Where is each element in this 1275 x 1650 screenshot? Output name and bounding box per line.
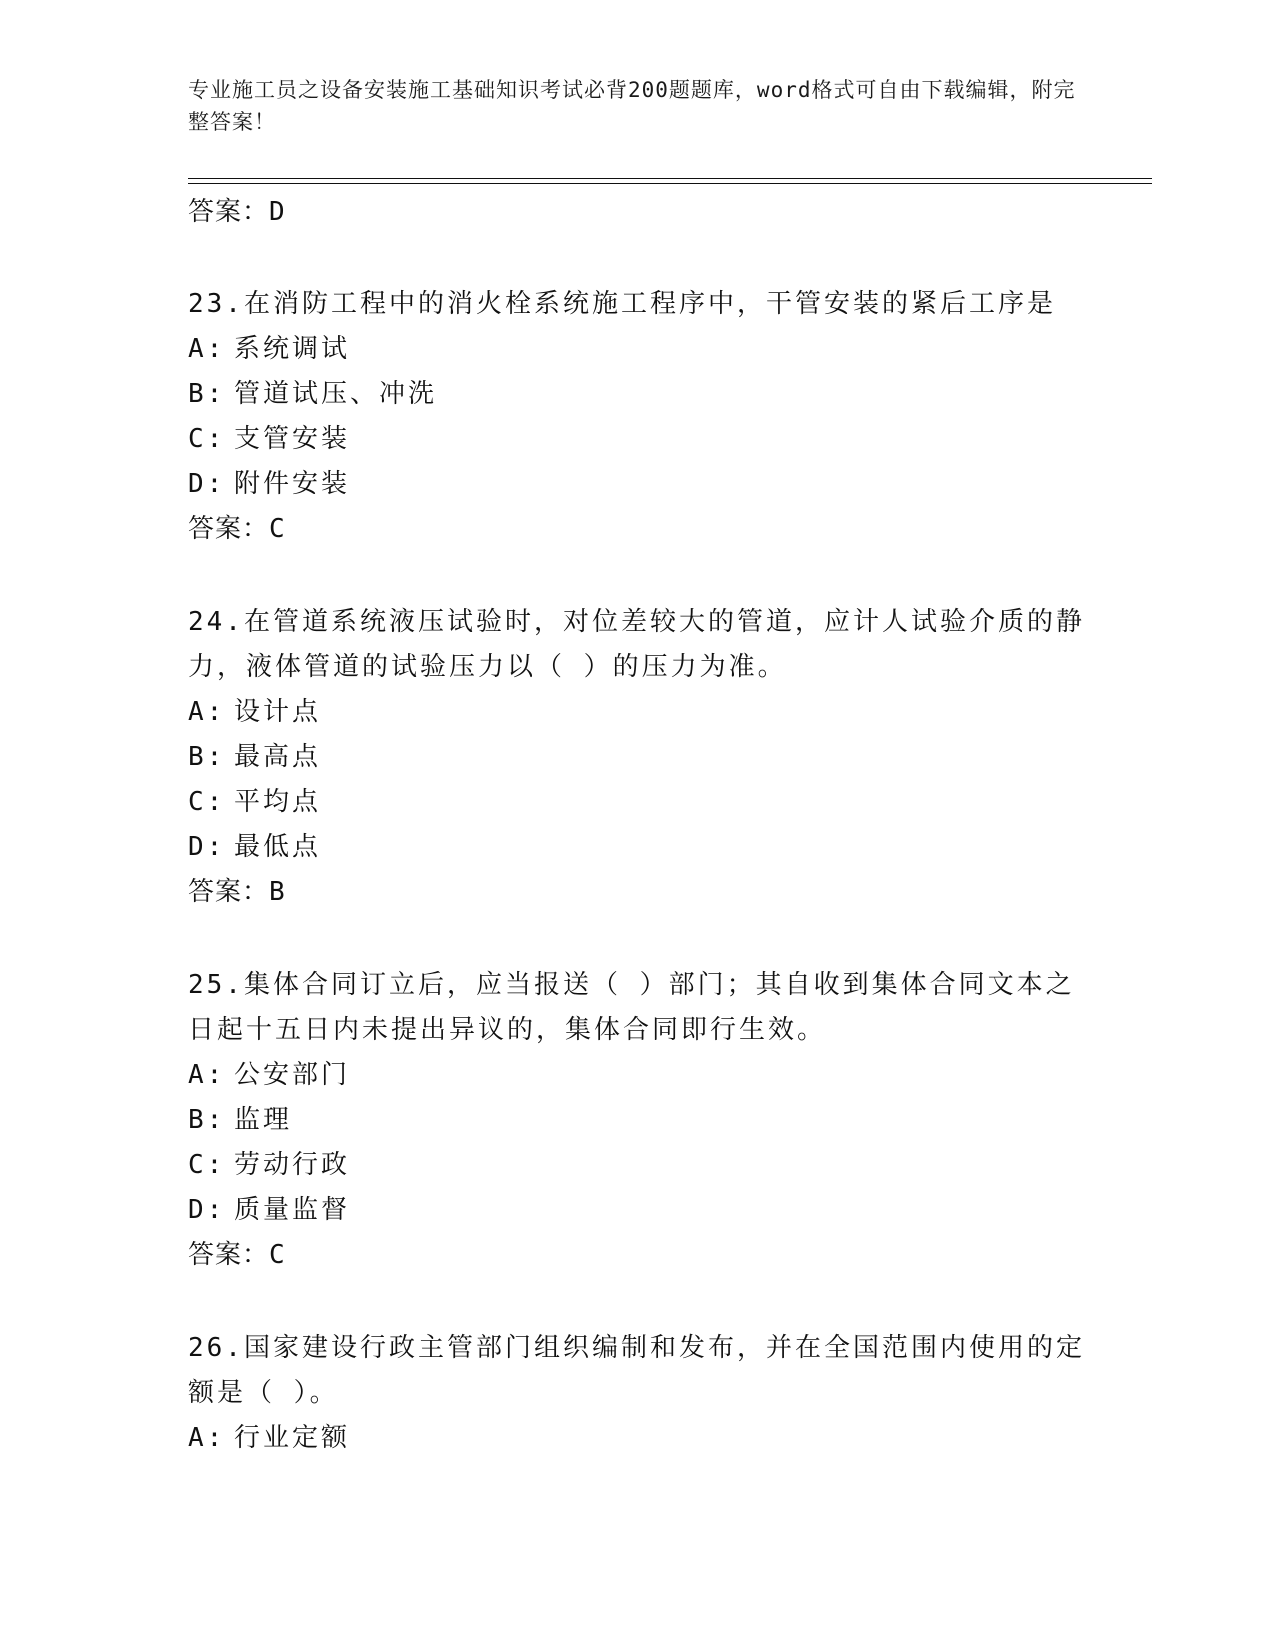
option-text: 管道试压、冲洗 [234,379,438,409]
option-letter: D: [188,832,226,862]
option-text: 监理 [234,1105,293,1135]
option-text: 系统调试 [234,334,351,364]
answer-line: 答案：C [188,1240,286,1270]
question-text: 23.在消防工程中的消火栓系统施工程序中，干管安装的紧后工序是 [188,289,1056,319]
option-c [188,417,1088,462]
option-text: 行业定额 [234,1423,351,1453]
option-letter: B: [188,742,226,772]
question-25 [188,963,1088,1278]
option-letter: D: [188,1195,226,1225]
question-text: 26.国家建设行政主管部门组织编制和发布，并在全国范围内使用的定额是（ ）。 [188,1333,1085,1408]
option-letter: A: [188,1423,226,1453]
option-text: 劳动行政 [234,1150,351,1180]
option-text: 平均点 [234,787,322,817]
option-text: 最高点 [234,742,322,772]
answer-line: 答案：C [188,514,286,544]
option-c [188,780,1088,825]
option-text: 公安部门 [234,1060,351,1090]
question-26 [188,1326,1088,1461]
question-23 [188,282,1088,552]
option-a [188,690,1088,735]
option-letter: C: [188,787,226,817]
option-letter: C: [188,1150,226,1180]
option-letter: A: [188,697,226,727]
option-d [188,462,1088,507]
option-text: 质量监督 [234,1195,351,1225]
option-text: 附件安装 [234,469,351,499]
option-text: 最低点 [234,832,322,862]
previous-answer: 答案：D [188,197,286,227]
option-letter: B: [188,379,226,409]
option-letter: D: [188,469,226,499]
question-text: 24.在管道系统液压试验时，对位差较大的管道，应计人试验介质的静力，液体管道的试验压力以（ ）的压力为准。 [188,607,1085,682]
option-a [188,1053,1088,1098]
answer-line: 答案：B [188,877,286,907]
question-24 [188,600,1088,915]
question-text: 25.集体合同订立后，应当报送（ ）部门；其自收到集体合同文本之日起十五日内未提出异议的，集体合同即行生效。 [188,970,1075,1045]
option-d [188,825,1088,870]
option-a [188,327,1088,372]
header-rule-bottom [188,183,1152,184]
option-d [188,1188,1088,1233]
option-text: 设计点 [234,697,322,727]
option-letter: C: [188,424,226,454]
option-a [188,1416,1088,1461]
option-text: 支管安装 [234,424,351,454]
option-b [188,735,1088,780]
option-c [188,1143,1088,1188]
option-b [188,372,1088,417]
option-letter: B: [188,1105,226,1135]
document-body [188,190,1088,1461]
option-letter: A: [188,1060,226,1090]
document-header: 专业施工员之设备安装施工基础知识考试必背200题题库，word格式可自由下载编辑，附完整答案！ [188,78,1076,134]
option-b [188,1098,1088,1143]
option-letter: A: [188,334,226,364]
header-rule-top [188,178,1152,179]
